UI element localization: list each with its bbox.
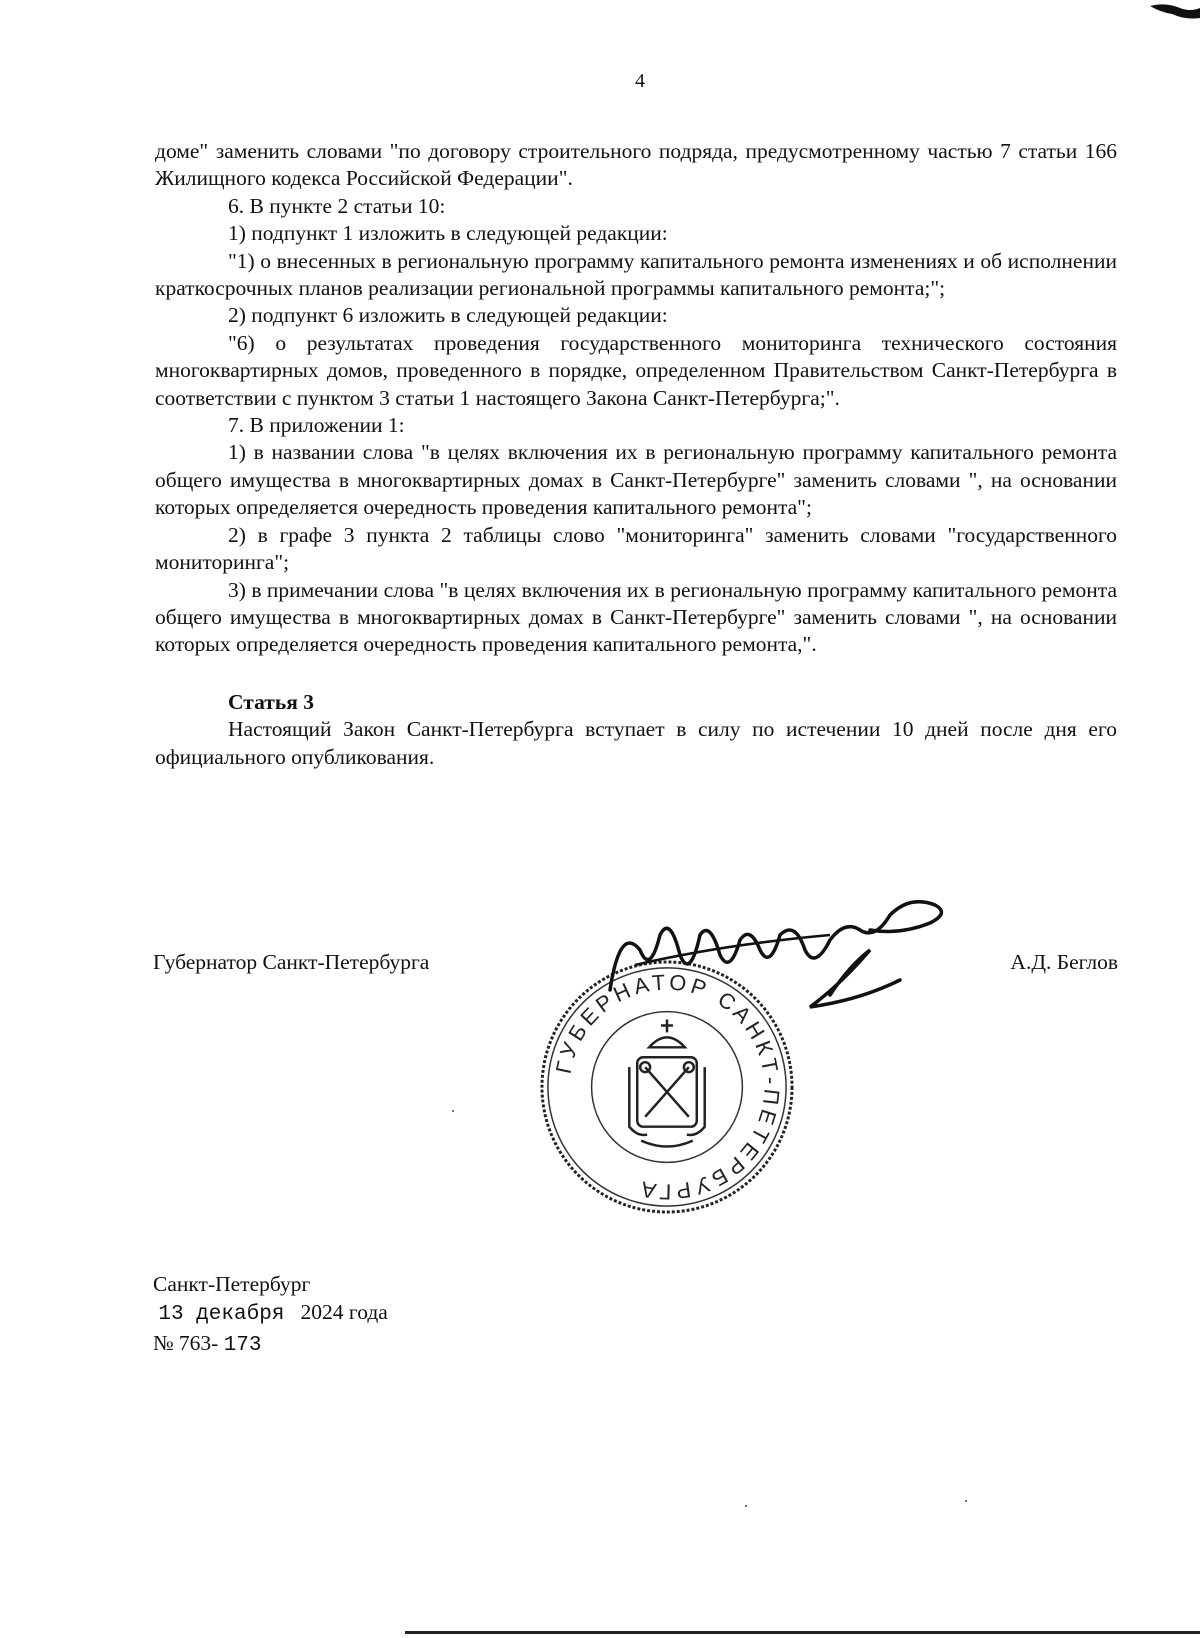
law-number-value: 173 — [223, 1334, 262, 1357]
paragraph: 1) подпункт 1 изложить в следующей редакции: — [228, 221, 668, 246]
paragraph: доме" заменить словами "по договору строительного подряда, предусмотренному частью 7 статьи 166 Жилищного кодекса Российской Федерации". — [155, 139, 1117, 191]
paragraph: 2) в графе 3 пункта 2 таблицы слово "мониторинга" заменить словами "государственного мониторинга"; — [155, 522, 1117, 575]
paragraph: 2) подпункт 6 изложить в следующей редакции: — [228, 303, 668, 328]
handwritten-signature — [600, 895, 990, 1015]
paragraph: 3) в примечании слова "в целях включения их в региональную программу капитального ремонта общего имущества в многоквартирных домах в Санкт-Петербурге" заменить словами ", на основании которых определяется очередность проведения капитального ремонта,". — [155, 577, 1117, 657]
scan-artifact — [1130, 0, 1200, 24]
scan-speck — [965, 1500, 967, 1502]
signing-details — [153, 1270, 388, 1360]
document-body — [155, 138, 1117, 771]
signing-date — [153, 1298, 388, 1329]
paragraph: "6) о результатах проведения государственного мониторинга технического состояния многоквартирных домов, проведенного в порядке, определенном Правительством Санкт-Петербурга в соответствии с пунктом 3 статьи 1 настоящего Закона Санкт-Петербурга;". — [155, 330, 1117, 410]
seal-text: ГУБЕРНАТОР САНКТ-ПЕТЕРБУРГА — [550, 969, 785, 1205]
scan-edge-line — [405, 1631, 1200, 1634]
signatory-name: А.Д. Беглов — [1010, 950, 1118, 974]
article-title: Статья 3 — [228, 689, 314, 714]
law-number-prefix: № 763- — [153, 1331, 219, 1355]
paragraph: 6. В пункте 2 статьи 10: — [228, 193, 446, 218]
paragraph: 1) в названии слова "в целях включения их в региональную программу капитального ремонта общего имущества в многоквартирных домах в Санкт-Петербурге" заменить словами ", на основании которых определяется очередность проведения капитального ремонта"; — [155, 440, 1117, 520]
date-day-month: 13 декабря — [158, 1303, 285, 1326]
page-number: 4 — [635, 70, 645, 92]
paragraph: "1) о внесенных в региональную программу капитального ремонта изменениях и об исполнении краткосрочных планов реализации региональной программы капитального ремонта;"; — [155, 248, 1117, 301]
scan-speck — [452, 1110, 454, 1112]
coat-of-arms-icon — [629, 1020, 704, 1147]
signatory-position: Губернатор Санкт-Петербурга — [153, 950, 430, 974]
signing-city: Санкт-Петербург — [153, 1272, 311, 1296]
date-year: 2024 года — [300, 1300, 388, 1324]
law-number — [153, 1329, 388, 1360]
paragraph: 7. В приложении 1: — [228, 413, 405, 438]
article-text: Настоящий Закон Санкт-Петербурга вступает в силу по истечении 10 дней после дня его официального опубликования. — [155, 717, 1117, 769]
scan-speck — [745, 1505, 747, 1507]
